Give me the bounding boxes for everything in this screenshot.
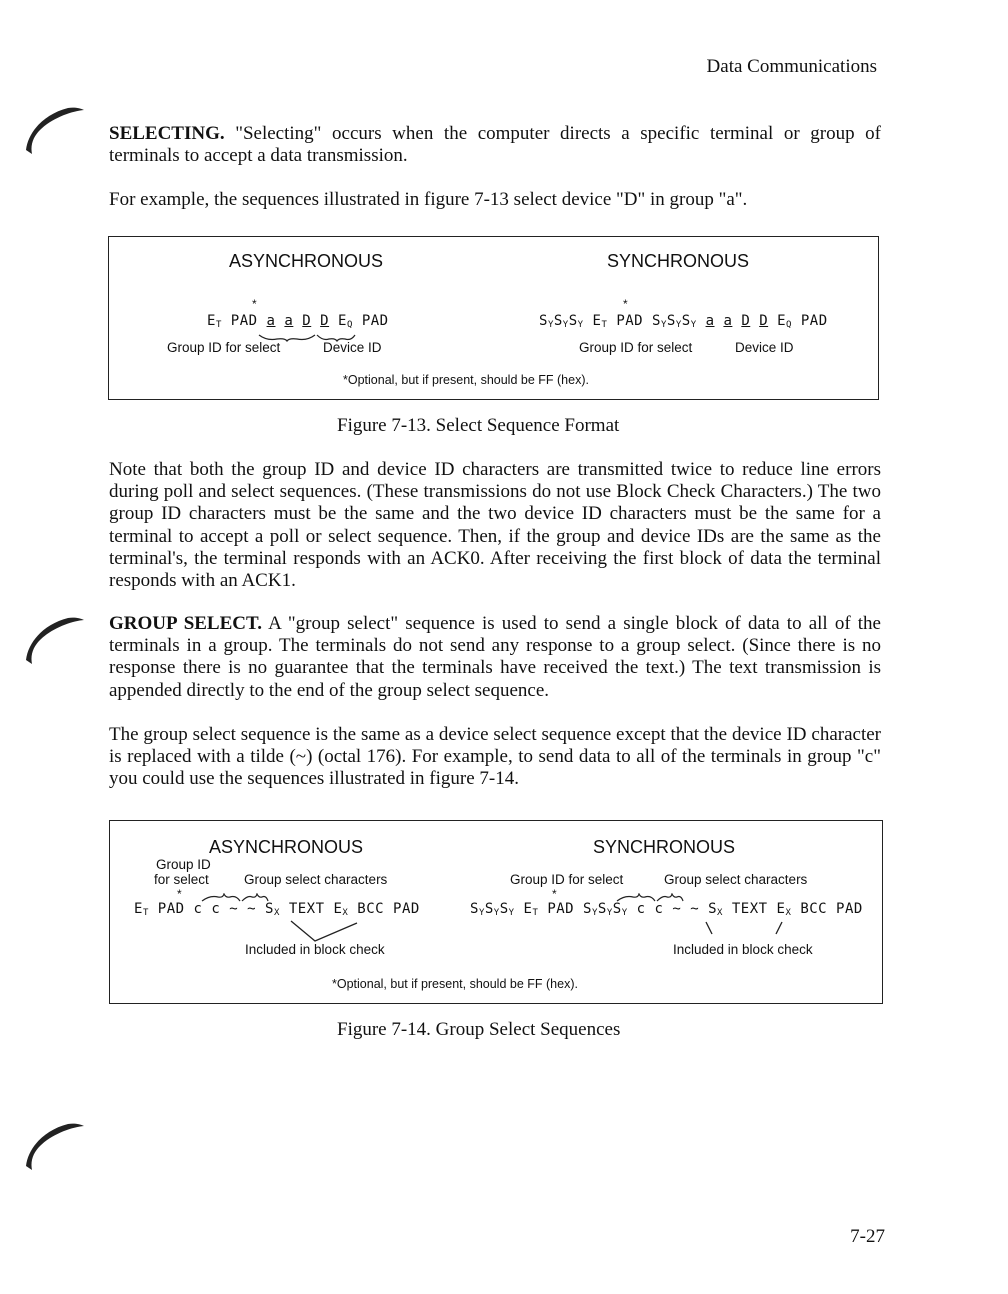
binder-hole-mark-top <box>22 102 92 162</box>
figure-7-13-caption: Figure 7-13. Select Sequence Format <box>337 415 620 436</box>
fig14-footnote: *Optional, but if present, should be FF (hex). <box>332 977 578 991</box>
fig14-sync-sequence: $S_YS_YS_Y$ $E_T$ PAD $S_YS_YS_Y$ c c ~ ~ $S_X$ TEXT $E_X$ BCC PAD <box>470 901 863 918</box>
fig14-async-heading: ASYNCHRONOUS <box>209 837 364 857</box>
figure-7-14-caption: Figure 7-14. Group Select Sequences <box>337 1019 621 1040</box>
selecting-heading: SELECTING. <box>109 123 225 144</box>
page-number: 7-27 <box>850 1226 885 1247</box>
group-select-paragraph <box>109 613 881 702</box>
fig13-sync-label-device: Device ID <box>735 340 794 355</box>
fig14-async-optional-star: * <box>177 887 182 901</box>
fig13-sync-optional-star: * <box>623 297 628 311</box>
group-select-heading: GROUP SELECT. <box>109 613 263 634</box>
group-id-char: c <box>193 901 203 917</box>
fig13-footnote: *Optional, but if present, should be FF (hex). <box>343 373 589 387</box>
figure-7-13-box <box>108 236 879 400</box>
syn-chars: $S_YS_YS_Y$ <box>539 313 584 330</box>
fig13-async-sequence: $E_T$ PAD a a D D $E_Q$ PAD <box>207 313 389 330</box>
note-paragraph: Note that both the group ID and device ID characters are transmitted twice to reduce line errors during poll and select sequences. (These transmissions do not use Block Check Characters.) The two group ID characters must be the same and the two device ID characters must be the same for a terminal to accept a poll or select sequence. Then, if the group and device IDs are the same as the terminal's, the terminal responds with an ACK0. After receiving the first block of data the terminal responds with an ACK1. <box>109 459 881 592</box>
eot-char: $E_T$ <box>592 313 608 330</box>
fig13-sync-heading: SYNCHRONOUS <box>607 251 750 271</box>
tilde-char: ~ <box>229 901 239 917</box>
syn-chars: $S_YS_YS_Y$ <box>470 901 515 918</box>
fig14-async-label-group-id-2: for select <box>154 872 209 887</box>
fig14-async-sequence: $E_T$ PAD c c ~ ~ $S_X$ TEXT $E_X$ BCC PAD <box>134 901 420 918</box>
binder-hole-mark-middle <box>22 612 92 672</box>
fig14-async-label-group-id-1: Group ID <box>156 857 211 872</box>
fig14-async-label-block-check: Included in block check <box>245 942 385 957</box>
device-id-char: D <box>302 313 312 329</box>
figure-7-14-box <box>109 820 883 1004</box>
fig13-async-heading: ASYNCHRONOUS <box>229 251 384 271</box>
fig14-sync-label-block-check: Included in block check <box>673 942 813 957</box>
running-header: Data Communications <box>706 56 877 77</box>
enq-char: $E_Q$ <box>338 313 353 330</box>
fig13-sync-sequence: $S_YS_YS_Y$ $E_T$ PAD $S_YS_YS_Y$ a a D D $E_Q$ PAD <box>539 313 828 330</box>
fig14-async-label-group-select-chars: Group select characters <box>244 872 388 887</box>
group-select-paragraph-2: The group select sequence is the same as a device select sequence except that the device ID character is replaced with a tilde (~) (octal 176). For example, to send data to all of the terminals in group "c" you could use the sequences illustrated in figure 7-14. <box>109 724 881 790</box>
selecting-text: "Selecting" occurs when the computer directs a specific terminal or group of terminals to accept a data transmission. <box>109 123 881 167</box>
selecting-paragraph <box>109 123 881 167</box>
fig13-async-label-device: Device ID <box>323 340 382 355</box>
fig13-async-optional-star: * <box>252 297 257 311</box>
group-id-char: a <box>266 313 276 329</box>
etx-char: $E_X$ <box>333 901 349 918</box>
fig14-sync-label-group-id: Group ID for select <box>510 872 624 887</box>
group-select-text: A "group select" sequence is used to send a single block of data to all of the terminals in a group. The terminals do not send any response to a group select. (Since there is no response there is no guarantee that the terminals have received the text.) The text transmission is appended directly to the end of the group select sequence. <box>109 613 881 701</box>
binder-hole-mark-bottom <box>22 1118 92 1178</box>
fig14-sync-optional-star: * <box>552 887 557 901</box>
fig13-async-label-group: Group ID for select <box>167 340 281 355</box>
fig14-sync-heading: SYNCHRONOUS <box>593 837 736 857</box>
example-paragraph: For example, the sequences illustrated in figure 7-13 select device "D" in group "a". <box>109 189 748 210</box>
stx-char: $S_X$ <box>265 901 280 918</box>
fig14-sync-label-group-select-chars: Group select characters <box>664 872 808 887</box>
eot-char: $E_T$ <box>207 313 222 330</box>
fig13-sync-label-group: Group ID for select <box>579 340 693 355</box>
fig14-sync-block-check-marks <box>700 919 790 941</box>
eot-char: $E_T$ <box>134 901 149 918</box>
